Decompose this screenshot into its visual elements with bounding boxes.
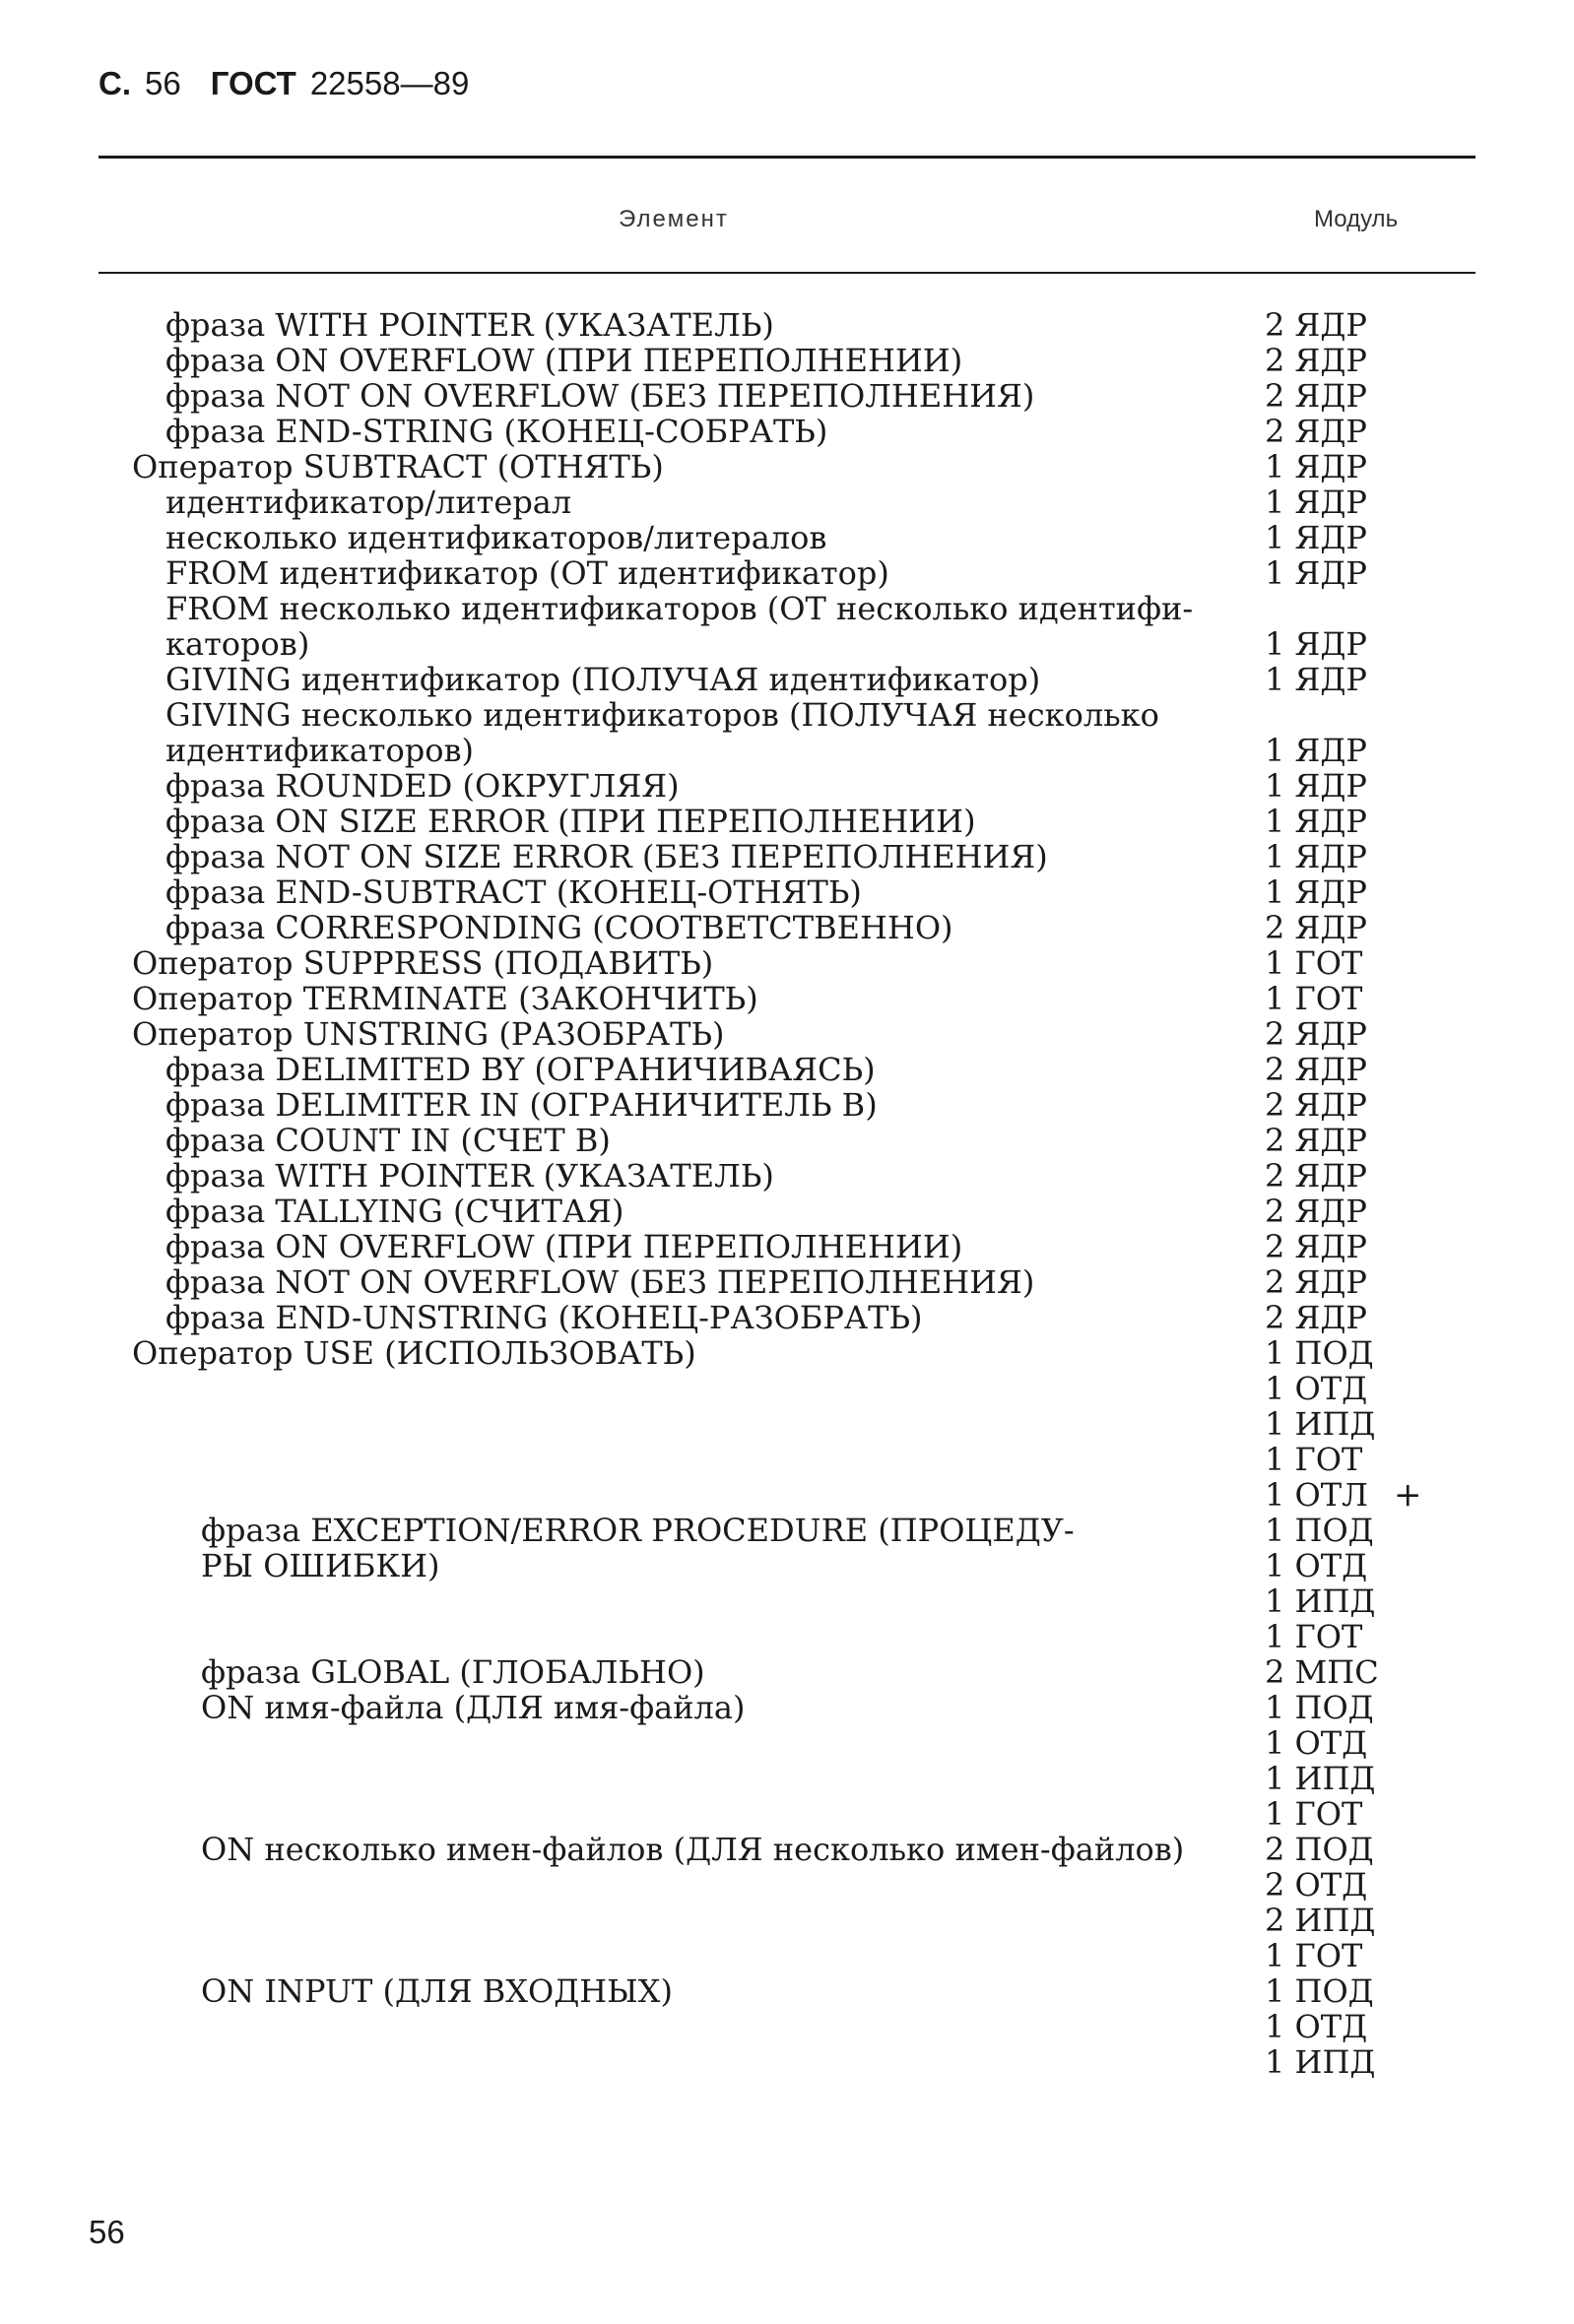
element-text: каторов)	[165, 625, 310, 663]
module-code: 1 ОТД	[1265, 2008, 1368, 2045]
element-text: фраза CORRESPONDING (СООТВЕТСТВЕННО)	[165, 909, 953, 946]
element-text: фраза TALLYING (СЧИТАЯ)	[165, 1193, 624, 1230]
table-row	[0, 1690, 1574, 1725]
module-code: 1 ГОТ	[1265, 980, 1363, 1017]
table-row	[0, 414, 1574, 449]
module-code: 2 ЯДР	[1265, 1086, 1367, 1124]
element-text: фраза END-STRING (КОНЕЦ-СОБРАТЬ)	[165, 413, 828, 450]
table-row	[0, 1583, 1574, 1619]
module-code: 1 ГОТ	[1265, 1618, 1363, 1655]
table-row	[0, 1158, 1574, 1194]
header-page-number: 56	[145, 65, 181, 101]
module-code: 1 ЯДР	[1265, 661, 1367, 698]
module-code: 1 ГОТ	[1265, 1441, 1363, 1478]
column-header-module: Модуль	[1314, 206, 1399, 232]
top-rule	[98, 156, 1476, 159]
table-row	[0, 378, 1574, 414]
element-text: GIVING идентификатор (ПОЛУЧАЯ идентификатор)	[165, 661, 1041, 698]
module-code: 1 ПОД	[1265, 1972, 1374, 2010]
page-number: 56	[89, 2214, 125, 2250]
table-row	[0, 733, 1574, 768]
module-code: 2 ЯДР	[1265, 342, 1367, 379]
element-text: фраза NOT ON SIZE ERROR (БЕЗ ПЕРЕПОЛНЕНИЯ)	[165, 838, 1048, 875]
module-code: 2 ЯДР	[1265, 1015, 1367, 1053]
table-row	[0, 343, 1574, 378]
module-code: 1 ОТД	[1265, 1547, 1368, 1584]
module-code: 1 ПОД	[1265, 1334, 1374, 1372]
element-text: фраза ON OVERFLOW (ПРИ ПЕРЕПОЛНЕНИИ)	[165, 342, 963, 379]
module-code: 1 ИПД	[1265, 2043, 1376, 2081]
table-row	[0, 2009, 1574, 2044]
element-text: Оператор TERMINATE (ЗАКОНЧИТЬ)	[132, 980, 758, 1017]
header-rule	[98, 272, 1476, 274]
table-row	[0, 1513, 1574, 1548]
module-code: 2 ОТД	[1265, 1866, 1368, 1904]
table-row	[0, 874, 1574, 910]
table-row	[0, 945, 1574, 981]
module-code: 2 ЯДР	[1265, 377, 1367, 415]
table-row	[0, 591, 1574, 626]
table-row	[0, 1867, 1574, 1903]
element-text: FROM идентификатор (ОТ идентификатор)	[165, 554, 889, 592]
table-row	[0, 697, 1574, 733]
element-text: фраза WITH POINTER (УКАЗАТЕЛЬ)	[165, 1157, 774, 1194]
element-text: Оператор SUPPRESS (ПОДАВИТЬ)	[132, 944, 714, 982]
column-header-element: Элемент	[619, 206, 729, 232]
module-code: 1 ЯДР	[1265, 732, 1367, 769]
module-code: 1 ЯДР	[1265, 873, 1367, 911]
page-prefix: С.	[98, 65, 131, 101]
module-code: 2 ЯДР	[1265, 1228, 1367, 1265]
element-text: ON INPUT (ДЛЯ ВХОДНЫХ)	[201, 1972, 673, 2010]
element-text: фраза NOT ON OVERFLOW (БЕЗ ПЕРЕПОЛНЕНИЯ)	[165, 377, 1035, 415]
standard-label: ГОСТ	[210, 65, 296, 101]
table-row	[0, 1654, 1574, 1690]
element-text: Оператор SUBTRACT (ОТНЯТЬ)	[132, 448, 664, 485]
table-row	[0, 1052, 1574, 1087]
table-row	[0, 555, 1574, 591]
table-row	[0, 1335, 1574, 1371]
table-row	[0, 981, 1574, 1016]
module-code: 2 ЯДР	[1265, 1157, 1367, 1194]
table-row	[0, 1123, 1574, 1158]
standard-code: 22558—89	[309, 65, 470, 101]
table-row	[0, 1619, 1574, 1654]
table-row	[0, 1087, 1574, 1123]
table-row	[0, 520, 1574, 555]
module-code: 2 ЯДР	[1265, 306, 1367, 344]
module-code: 2 ИПД	[1265, 1902, 1376, 1939]
module-code: 1 ОТЛ	[1265, 1476, 1368, 1514]
module-code: 1 ЯДР	[1265, 448, 1367, 485]
module-code: 1 ОТД	[1265, 1370, 1368, 1407]
module-code: 1 ПОД	[1265, 1512, 1374, 1549]
table-row	[0, 449, 1574, 484]
module-code: 1 ЯДР	[1265, 838, 1367, 875]
table-row	[0, 1300, 1574, 1335]
table-row	[0, 839, 1574, 874]
element-text: GIVING несколько идентификаторов (ПОЛУЧАЯ несколько	[165, 696, 1159, 734]
element-text: фраза ROUNDED (ОКРУГЛЯЯ)	[165, 767, 680, 805]
table-row	[0, 1832, 1574, 1867]
element-text: ON имя-файла (ДЛЯ имя-файла)	[201, 1689, 746, 1726]
table-row	[0, 1548, 1574, 1583]
element-text: фраза ON SIZE ERROR (ПРИ ПЕРЕПОЛНЕНИИ)	[165, 803, 976, 840]
module-code: 1 ОТД	[1265, 1724, 1368, 1762]
table-row	[0, 910, 1574, 945]
element-text: FROM несколько идентификаторов (ОТ несколько идентифи-	[165, 590, 1194, 627]
module-code: 1 ПОД	[1265, 1689, 1374, 1726]
element-text: фраза END-SUBTRACT (КОНЕЦ-ОТНЯТЬ)	[165, 873, 862, 911]
table-row	[0, 2044, 1574, 2080]
module-code: 2 ЯДР	[1265, 413, 1367, 450]
module-code: 1 ЯДР	[1265, 519, 1367, 556]
table-row	[0, 307, 1574, 343]
table-row	[0, 804, 1574, 839]
element-text: несколько идентификаторов/литералов	[165, 519, 827, 556]
element-text: РЫ ОШИБКИ)	[201, 1547, 440, 1584]
table-row	[0, 1406, 1574, 1442]
table-row	[0, 1371, 1574, 1406]
module-code: 1 ЯДР	[1265, 625, 1367, 663]
module-code: 2 ЯДР	[1265, 1122, 1367, 1159]
element-text: фраза END-UNSTRING (КОНЕЦ-РАЗОБРАТЬ)	[165, 1299, 923, 1336]
element-text: фраза COUNT IN (СЧЕТ В)	[165, 1122, 611, 1159]
module-code: 1 ЯДР	[1265, 554, 1367, 592]
table-row	[0, 1796, 1574, 1832]
module-code: 1 ИПД	[1265, 1582, 1376, 1620]
page-header	[98, 65, 469, 102]
module-code: 1 ИПД	[1265, 1405, 1376, 1443]
module-code: 1 ГОТ	[1265, 1937, 1363, 1974]
module-code: 1 ЯДР	[1265, 484, 1367, 521]
element-text: Оператор UNSTRING (РАЗОБРАТЬ)	[132, 1015, 725, 1053]
module-code: 1 ИПД	[1265, 1760, 1376, 1797]
module-code: 2 ЯДР	[1265, 1051, 1367, 1088]
table-row	[0, 662, 1574, 697]
element-text: идентификаторов)	[165, 732, 474, 769]
element-text: идентификатор/литерал	[165, 484, 572, 521]
table-row	[0, 1903, 1574, 1938]
table-row	[0, 626, 1574, 662]
element-text: фраза EXCEPTION/ERROR PROCEDURE (ПРОЦЕДУ-	[201, 1512, 1075, 1549]
element-text: фраза DELIMITED BY (ОГРАНИЧИВАЯСЬ)	[165, 1051, 876, 1088]
table-row	[0, 1229, 1574, 1264]
module-code: 1 ЯДР	[1265, 767, 1367, 805]
table-row	[0, 1016, 1574, 1052]
table-row	[0, 1194, 1574, 1229]
element-text: фраза NOT ON OVERFLOW (БЕЗ ПЕРЕПОЛНЕНИЯ)	[165, 1263, 1035, 1301]
element-text: фраза WITH POINTER (УКАЗАТЕЛЬ)	[165, 306, 774, 344]
margin-mark: +	[1394, 1475, 1422, 1515]
table-row	[0, 1442, 1574, 1477]
table-row	[0, 1477, 1574, 1513]
module-code: 1 ГОТ	[1265, 944, 1363, 982]
module-code: 2 МПС	[1265, 1653, 1379, 1691]
table-row	[0, 1761, 1574, 1796]
table-row	[0, 1973, 1574, 2009]
module-code: 2 ЯДР	[1265, 1299, 1367, 1336]
element-text: Оператор USE (ИСПОЛЬЗОВАТЬ)	[132, 1334, 696, 1372]
table-row	[0, 484, 1574, 520]
module-code: 1 ГОТ	[1265, 1795, 1363, 1833]
element-text: фраза GLOBAL (ГЛОБАЛЬНО)	[201, 1653, 705, 1691]
module-code: 2 ЯДР	[1265, 1193, 1367, 1230]
table-row	[0, 1725, 1574, 1761]
element-text: фраза DELIMITER IN (ОГРАНИЧИТЕЛЬ В)	[165, 1086, 878, 1124]
table-row	[0, 768, 1574, 804]
module-code: 2 ЯДР	[1265, 1263, 1367, 1301]
element-text: фраза ON OVERFLOW (ПРИ ПЕРЕПОЛНЕНИИ)	[165, 1228, 963, 1265]
table-row	[0, 1938, 1574, 1973]
element-text: ON несколько имен-файлов (ДЛЯ несколько имен-файлов)	[201, 1831, 1185, 1868]
module-code: 1 ЯДР	[1265, 803, 1367, 840]
table-row	[0, 1264, 1574, 1300]
module-code: 2 ПОД	[1265, 1831, 1374, 1868]
module-code: 2 ЯДР	[1265, 909, 1367, 946]
